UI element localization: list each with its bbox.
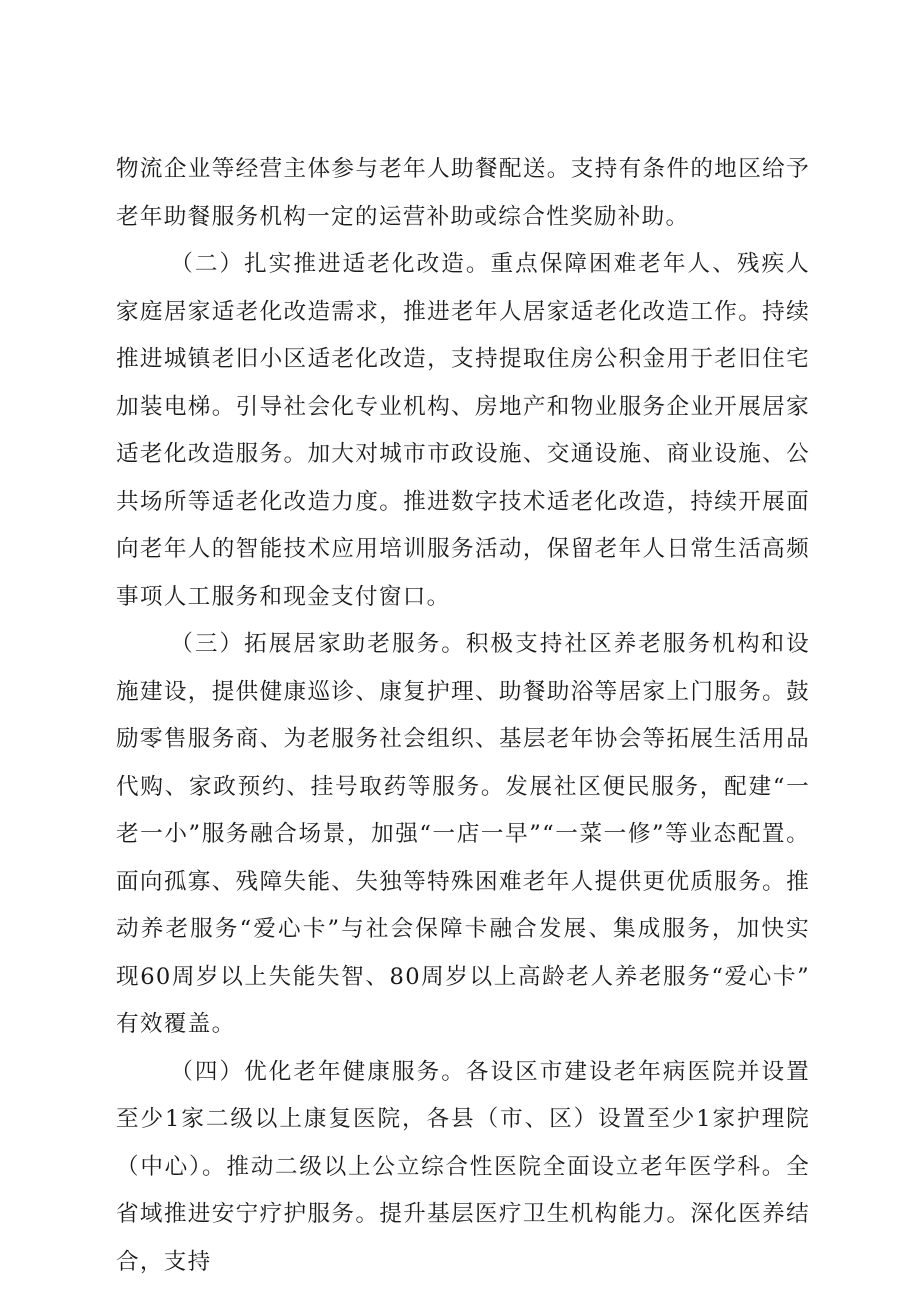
- paragraph-home-care-services: （三）拓展居家助老服务。积极支持社区养老服务机构和设施建设，提供健康巡诊、康复护理、助餐助浴等居家上门服务。鼓励零售服务商、为老服务社会组织、基层老年协会等拓展生活用品代购、家政预约、挂号取药等服务。发展社区便民服务，配建“一老一小”服务融合场景，加强“一店一早”“一菜一修”等业态配置。面向孤寡、残障失能、失独等特殊困难老年人提供更优质服务。推动养老服务“爱心卡”与社会保障卡融合发展、集成服务，加快实现60周岁以上失能失智、80周岁以上高龄老人养老服务“爱心卡”有效覆盖。: [116, 631, 810, 1037]
- paragraph-continuation: 物流企业等经营主体参与老年人助餐配送。支持有条件的地区给予老年助餐服务机构一定的运营补助或综合性奖励补助。: [116, 156, 810, 230]
- document-body: [116, 146, 810, 1286]
- paragraph-elderly-friendly-renovation: （二）扎实推进适老化改造。重点保障困难老年人、残疾人家庭居家适老化改造需求，推进老年人居家适老化改造工作。持续推进城镇老旧小区适老化改造，支持提取住房公积金用于老旧住宅加装电梯。引导社会化专业机构、房地产和物业服务企业开展居家适老化改造服务。加大对城市市政设施、交通设施、商业设施、公共场所等适老化改造力度。推进数字技术适老化改造，持续开展面向老年人的智能技术应用培训服务活动，保留老年人日常生活高频事项人工服务和现金支付窗口。: [116, 251, 810, 610]
- paragraph-elderly-health-services: （四）优化老年健康服务。各设区市建设老年病医院并设置至少1家二级以上康复医院，各县（市、区）设置至少1家护理院（中心）。推动二级以上公立综合性医院全面设立老年医学科。全省域推进安宁疗护服务。提升基层医疗卫生机构能力。深化医养结合，支持: [116, 1058, 810, 1275]
